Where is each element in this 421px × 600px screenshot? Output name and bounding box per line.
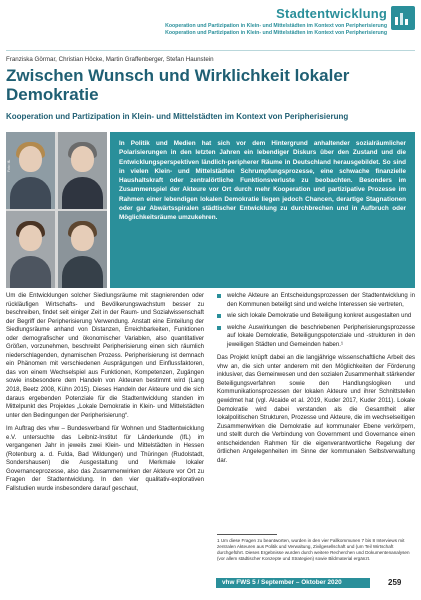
photo-credit: Foto: IfL <box>7 159 11 172</box>
page-number: 259 <box>388 578 402 587</box>
author-photo-1 <box>6 132 55 209</box>
bullet-square-icon <box>217 294 221 298</box>
journal-reference: vhw FWS 5 / September – Oktober 2020 <box>222 579 342 586</box>
author-photo-3 <box>6 211 55 288</box>
bullet-square-icon <box>217 314 221 318</box>
author-photo-4 <box>58 211 107 288</box>
section-title: Stadtentwicklung <box>276 6 387 21</box>
bullet-item: welche Akteure an Entscheidungsprozessen der Stadtentwicklung in den Kommunen beteiligt sind und welche Interessen sie vertreten, <box>217 292 415 309</box>
footnote-rule <box>217 534 277 535</box>
header-divider <box>6 50 415 51</box>
body-paragraph: Um die Entwicklungen solcher Siedlungsräume mit stagnierenden oder rückläufigen Wirtschafts- und Bevölkerungswachstum besser zu beschreiben, findet seit einiger Zeit in der Raum- und Sozialwissenschaft der Begriff der Peripherisierung Verwendung. Anstatt eine Einteilung der Siedlungsräume anhand von Distanzen, Erreichbarkeiten, Funktionen oder demografischer und ökonomischer Variablen, also quantitativer Größen, vorzunehmen, beschreibt Peripherisierung einen sich räumlich niederschlagenden, dynamischen Prozess. Peripherisierung ist demnach ein Phänomen mit verschiedenen Ausprägungen und Einflussfaktoren, das von einem Wechselspiel aus Funktionen, Kompetenzen, Zugängen sowie insbesondere dem Handeln von Akteuren bestimmt wird (Lang 2018, Beetz 2008, Kühn 2015). Dieses Handeln der Akteure und die sich daraus ergebenden Potenziale für die Stadtentwicklung standen im Mittelpunkt des Projektes „Lokale Demokratie in Klein- und Mittelstädten unter den Bedingungen der Peripherisierung“. <box>6 293 204 419</box>
intro-box <box>110 132 415 288</box>
article-subtitle: Kooperation und Partizipation in Klein- und Mittelstädten im Kontext von Peripherisierung <box>6 112 349 121</box>
section-header <box>0 0 421 38</box>
bullet-list <box>217 292 415 349</box>
body-paragraph: Im Auftrag des vhw – Bundesverband für Wohnen und Stadtentwicklung e.V. untersuchte das Leibniz-Institut für Länderkunde (IfL) im vergangenen Jahr in jeweils zwei Klein- und Mittelstädten in Hessen (Rotenburg a. d. Fulda, Bad Wildungen) und Thüringen (Rudolstadt, Sondershausen) die Ausgestaltung und Merkmale lokaler Governanceprozesse, also das Zusammenwirken der Akteure vor Ort zu Fragen der Stadtentwicklung. In den vier qualitativ-explorativen Fallstudien wurde insbesondere darauf geschaut, <box>6 426 204 493</box>
bullet-square-icon <box>217 326 221 330</box>
article-authors: Franziska Görmar, Christian Höcke, Martin Graffenberger, Stefan Haunstein <box>6 56 214 63</box>
article-title: Zwischen Wunsch und Wirklichkeit lokaler Demokratie <box>6 66 350 104</box>
intro-text: In Politik und Medien hat sich vor dem Hintergrund anhaltender sozialräumlicher Polarisierungen in den letzten Jahren ein lebendiger Diskurs über den Zustand und die Entwicklungsperspektiven ländlich-peripherer Räume in Deutschland herausgebildet. So sind in vielen Klein- und Mittelstädten Schrumpfungsprozesse, eine schwache finanzielle Haushaltskraft oder zentralörtliche Funktionsverluste zu beobachten. Besonders im Zusammenspiel der Akteure vor Ort durch mehr Kooperation und partizipative Prozesse im Rahmen einer lebendigen lokalen Demokratie liegen jedoch Chancen, derartige Stagnationen oder gar Abwärtsspiralen städtischer Entwicklung zu durchbrechen und in Aufbruch oder Möglichkeitsräume umzukehren. <box>119 140 406 222</box>
bullet-item: wie sich lokale Demokratie und Beteiligung konkret ausgestalten und <box>217 312 415 321</box>
left-column <box>6 292 204 499</box>
section-subtitle-line1: Kooperation und Partizipation in Klein- und Mittelstädten im Kontext von Peripherisierung <box>165 23 387 29</box>
bullet-item: welche Auswirkungen die beschriebenen Peripherisierungsprozesse auf lokale Demokratie, Beteiligungspotenziale und -strukturen in den jeweiligen Städten und Gemeinden haben.¹ <box>217 324 415 350</box>
stadtentwicklung-logo-icon <box>391 6 415 30</box>
body-paragraph: Das Projekt knüpft dabei an die langjährige wissenschaftliche Arbeit des vhw an, die sich unter anderem mit den Möglichkeiten der Förderung inklusiver, das Gemeinwesen und den sozialen Zusammenhalt stärkender Beteiligungsverfahren sowie den Handlungslogiken und Kommunikationsprozessen der lokalen Akteure und ihrer Schnittstellen gewidmet hat (vgl. Alcaide et al. 2019, Kuder 2017, Kuder 2011). Lokale Demokratie wird dabei verstanden als die Gesamtheit aller lokalpolitischen Strukturen, Prozesse und Akteure, die im wechselseitigen Zusammenwirken die Demokratie auf kommunaler Ebene verkörpern, und stellt durch die Verbindung von Government und Governance einen entscheidenden Rahmen für die eigenverantwortliche Regelung der örtlichen Angelegenheiten im Sinne der kommunalen Selbstverwaltung dar. <box>217 355 415 464</box>
right-column <box>217 292 415 470</box>
footnote: 1 Um diese Fragen zu beantworten, wurden in den vier Fallkommunen 7 bis 8 Interviews mit zentralen Akteuren aus Politik und Verwaltung, Zivilgesellschaft und (um Teil Wirtschaft durchgeführt. Dieses Ergebnisse wurden durch weitere Recherchen und Dokumentenanalysen (vor allem städtischer Konzepte und Strategien) sowie Bildmaterial ergänzt. <box>217 538 410 561</box>
author-photos <box>6 132 107 288</box>
author-photo-2 <box>58 132 107 209</box>
section-subtitle-line2: Kooperation und Partizipation in Klein- und Mittelstädten im Kontext von Peripherisierung <box>165 30 387 36</box>
